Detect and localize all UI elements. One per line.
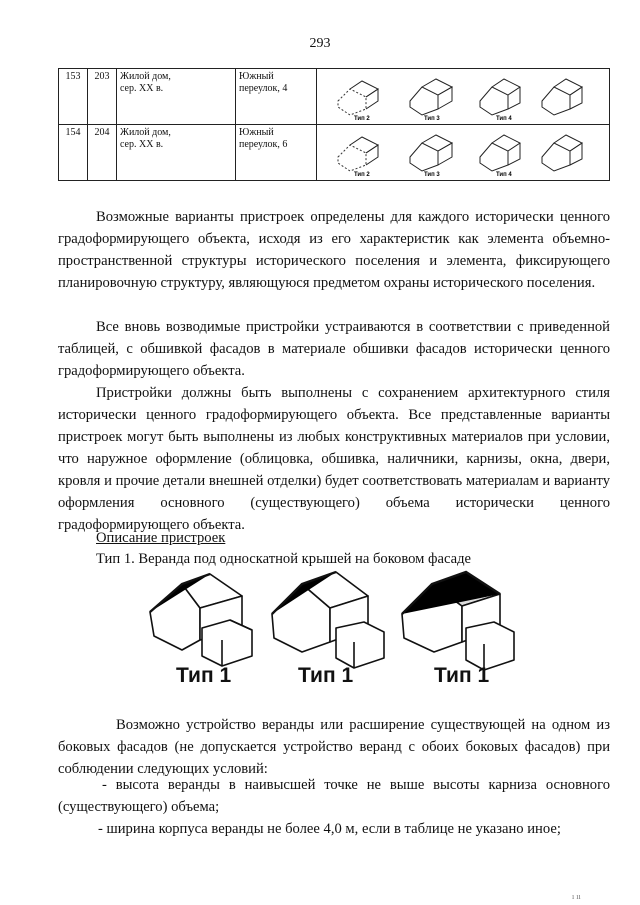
row-number: 154 <box>59 125 88 181</box>
table-row <box>59 69 610 125</box>
sketch-label: Тип 4 <box>496 172 512 177</box>
addition-sketches <box>320 127 590 177</box>
condition-item: - ширина корпуса веранды не более 4,0 м, если в таблице не указано иное; <box>98 821 561 837</box>
type-heading: Тип 1. Веранда под односкатной крышей на боковом фасаде <box>96 551 472 567</box>
objects-table <box>58 68 610 181</box>
object-name: Жилой дом, сер. XX в. <box>117 125 236 181</box>
object-address: Южный переулок, 6 <box>236 125 317 181</box>
scan-mark: ı ıı <box>572 892 581 901</box>
sketch-label: Тип 2 <box>354 172 370 177</box>
figure-label: Тип 1 <box>434 664 490 687</box>
addition-sketches <box>320 71 590 121</box>
sketch-label: Тип 3 <box>424 172 440 177</box>
paragraph: Все вновь возводимые пристройки устраиваются в соответствии с приведенной таблицей, с обшивкой фасадов в материале обшивки фасадов исторически ценного градоформирующего объекта. <box>58 319 610 379</box>
sketch-cell <box>317 69 610 125</box>
sketch-label: Тип 3 <box>424 116 440 121</box>
paragraph: Возможные варианты пристроек определены для каждого исторически ценного градоформирующего объекта, исходя из его характеристик как элемента объемно-пространственной структуры исторического поселения и элемента, фиксирующего планировочную структуру, являющуюся предметом охраны исторического поселения. <box>58 209 610 291</box>
table-row <box>59 125 610 181</box>
sketch-label: Тип 2 <box>354 116 370 121</box>
figure-label: Тип 1 <box>176 664 232 687</box>
condition-item: - высота веранды в наивысшей точке не выше высоты карниза основного (существующего) объема; <box>58 777 610 815</box>
paragraph: Возможно устройство веранды или расширение существующей на одном из боковых фасадов (не допускается устройство веранд с обоих боковых фасадов) при соблюдении следующих условий: <box>58 717 610 777</box>
paragraph: Пристройки должны быть выполнены с сохранением архитектурного стиля исторически ценного градоформирующего объекта. Все представленные варианты пристроек могут быть выполнены из любых конструктивных материалов при условии, что наружное оформление (облицовка, обшивка, наличники, карнизы, окна, двери, кровля и прочие детали внешней отделки) будет соответствовать материалам и варианту оформления основного (существующего) объема исторически ценного градоформирующего объекта. <box>58 385 610 533</box>
object-address: Южный переулок, 4 <box>236 69 317 125</box>
object-id: 203 <box>88 69 117 125</box>
section-heading: Описание пристроек <box>96 530 226 546</box>
figure-label: Тип 1 <box>298 664 354 687</box>
row-number: 153 <box>59 69 88 125</box>
page-number: 293 <box>309 36 331 51</box>
object-id: 204 <box>88 125 117 181</box>
sketch-label: Тип 4 <box>496 116 512 121</box>
object-name: Жилой дом, сер. XX в. <box>117 69 236 125</box>
sketch-cell <box>317 125 610 181</box>
